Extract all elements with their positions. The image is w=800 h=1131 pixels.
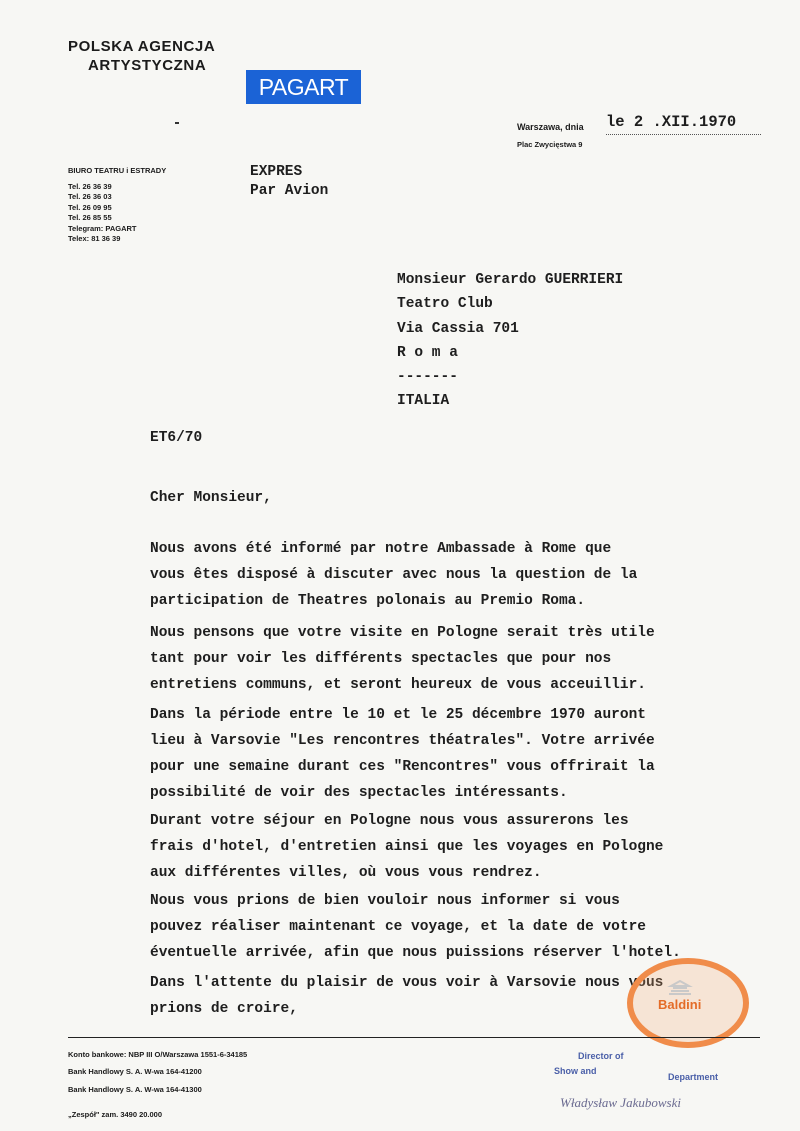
city-label: Warszawa, dnia	[517, 122, 584, 132]
delivery-line-2: Par Avion	[250, 183, 329, 199]
recipient-org: Teatro Club	[397, 296, 493, 313]
recipient-separator: -------	[397, 369, 458, 386]
contact-line: Tel. 26 09 95	[68, 202, 112, 212]
pagart-logo: PAGART	[246, 70, 361, 104]
signer-title: Director of	[578, 1051, 624, 1061]
contact-line: Tel. 26 85 55	[68, 213, 112, 222]
contact-line: Tel. 26 36 39	[68, 181, 112, 191]
office-contacts	[68, 166, 166, 245]
body-paragraph: Nous avons été informé par notre Ambassade à Rome que vous êtes disposé à discuter avec nous la question de la participation de Theatres polonais au Premio Roma.	[150, 541, 638, 609]
delivery-line-1: EXPRES	[250, 164, 303, 180]
contact-line: Telegram: PAGART	[68, 223, 137, 233]
recipient-city: R o m a	[397, 344, 458, 361]
print-order: „Zespół" zam. 3490 20.000	[68, 1110, 163, 1119]
office-address: Plac Zwycięstwa 9	[517, 140, 583, 149]
organization-name	[68, 37, 215, 75]
body-paragraph: Dans la période entre le 10 et le 25 décembre 1970 auront lieu à Varsovie "Les rencontres théatrales". Votre arrivée pour une semaine durant ces "Rencontres" vous offrirait la possibilité de voir des spectacles intéressants.	[150, 707, 655, 801]
library-icon	[665, 980, 695, 996]
stamp-label: Baldini	[658, 997, 702, 1012]
body-paragraph: Nous vous prions de bien vouloir nous informer si vous pouvez réaliser maintenant ce voyage, et la date de votre éventuelle arrivée, afin que nous puissions réserver l'hotel.	[150, 893, 681, 961]
org-line-1: POLSKA AGENCJA	[68, 38, 216, 55]
body-paragraph: Nous pensons que votre visite en Pologne serait très utile tant pour voir les différents spectacles que pour nos entretiens communs, et seront heureux de vous acceuillir.	[150, 625, 655, 693]
footer-divider	[68, 1037, 760, 1038]
signer-dept: Show and	[554, 1066, 597, 1076]
recipient-street: Via Cassia 701	[397, 320, 519, 337]
bank-account-2: Bank Handlowy S. A. W-wa 164-41200	[68, 1067, 202, 1076]
signer-name: Władysław Jakubowski	[560, 1095, 681, 1110]
body-paragraph: Durant votre séjour en Pologne nous vous assurerons les frais d'hotel, d'entretien ainsi que les voyages en Pologne aux différentes villes, où vous vous rendrez.	[150, 813, 664, 881]
bank-account-3: Bank Handlowy S. A. W-wa 164-41300	[68, 1085, 202, 1094]
delivery-mode	[250, 163, 328, 201]
reference-number: ET6/70	[150, 430, 203, 446]
date-dotted-line	[606, 134, 761, 135]
recipient-country: ITALIA	[397, 393, 450, 410]
letter-date: le 2 .XII.1970	[606, 113, 737, 131]
org-line-2: ARTYSTYCZNA	[88, 57, 207, 74]
bank-account-1: Konto bankowe: NBP III O/Warszawa 1551-6-34185	[68, 1050, 248, 1059]
mark-dot	[175, 122, 179, 124]
body-paragraph: Dans l'attente du plaisir de vous voir à Varsovie nous vous prions de croire,	[150, 975, 664, 1017]
office-name: BIURO TEATRU i ESTRADY	[68, 166, 167, 175]
contact-line: Tel. 26 36 03	[68, 192, 112, 201]
greeting: Cher Monsieur,	[150, 490, 272, 506]
recipient-name: Monsieur Gerardo GUERRIERI	[397, 272, 624, 288]
signer-dept-2: Department	[668, 1072, 719, 1082]
contact-line: Telex: 81 36 39	[68, 234, 121, 243]
recipient-address	[397, 268, 623, 414]
